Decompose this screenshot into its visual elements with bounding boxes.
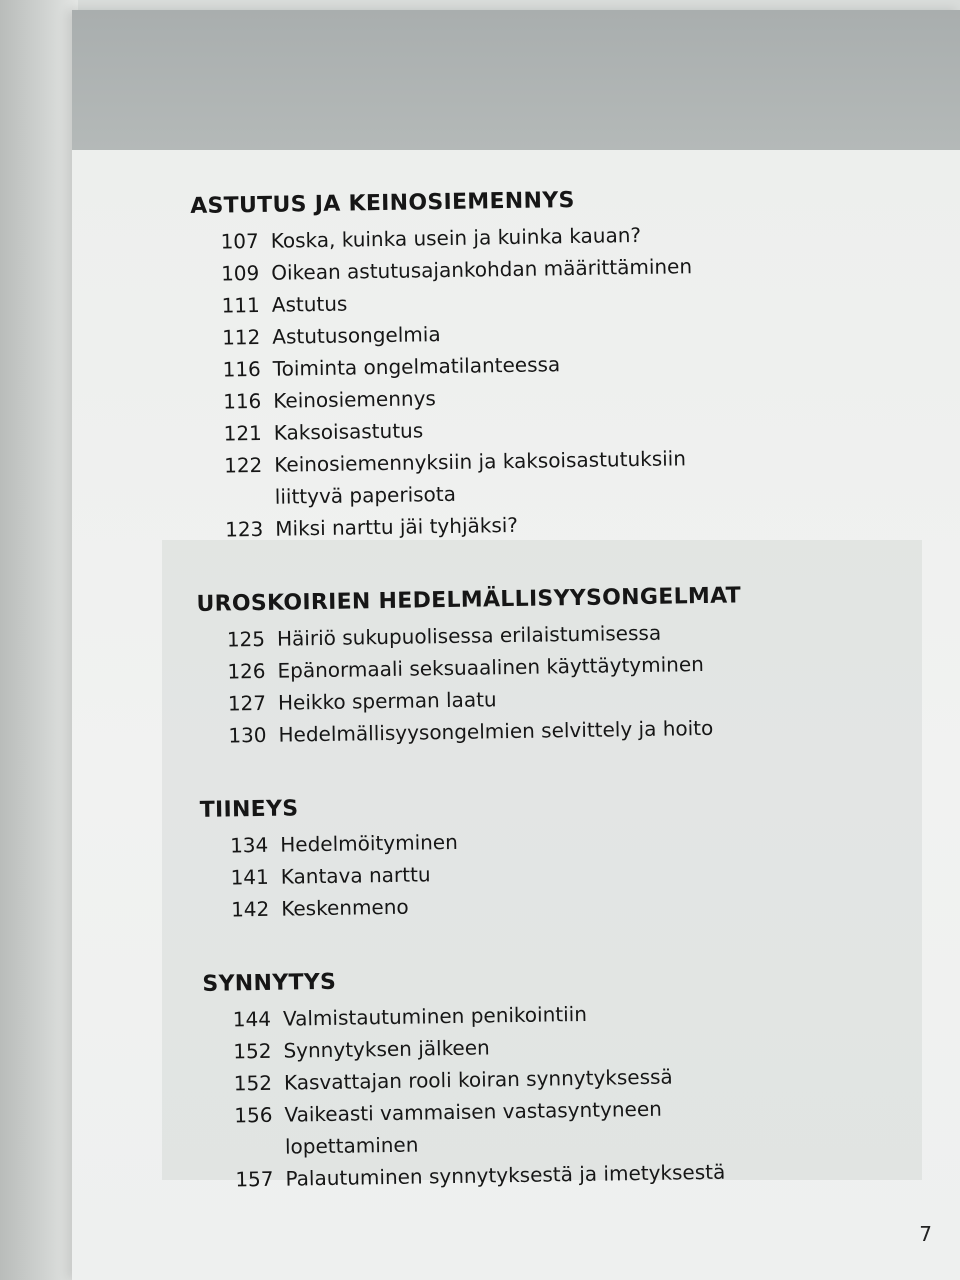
section-title: SYNNYTYS [202, 969, 337, 997]
entry-title: Palautuminen synnytyksestä ja imetyksestä [285, 1159, 726, 1191]
entry-page-number: 127 [227, 690, 267, 716]
entry-page-number: 126 [227, 658, 266, 684]
entry-page-number: 107 [220, 228, 259, 254]
toc-section [202, 959, 905, 1196]
entry-title: Heikko sperman laatu [277, 687, 497, 715]
facing-page-edge [0, 0, 78, 1280]
section-title: ASTUTUS JA KEINOSIEMENNYS [190, 187, 575, 219]
entry-title: Hedelmällisyysongelmien selvittely ja hoito [278, 715, 714, 747]
entry-title: Oikean astutusajankohdan määrittäminen [271, 254, 693, 285]
entry-title: Keinosiemennys [273, 386, 437, 413]
entry-page-number: 116 [222, 388, 262, 414]
entry-page-number: 152 [233, 1070, 273, 1096]
entry-page-number: 144 [232, 1006, 272, 1032]
entry-title: Astutusongelmia [272, 322, 441, 349]
entry-title: Valmistautuminen penikointiin [282, 1001, 588, 1031]
entry-title: Häiriö sukupuolisessa erilaistumisessa [276, 620, 662, 651]
header-band [72, 10, 960, 150]
entry-title: Astutus [271, 291, 348, 317]
entry-page-number: 122 [223, 452, 263, 478]
entry-page-number: 109 [220, 260, 260, 286]
table-of-contents [190, 181, 906, 1240]
entry-title: Kasvattajan rooli koiran synnytyksessä [283, 1064, 673, 1095]
entry-page-number: 152 [233, 1038, 272, 1064]
entry-page-number: 156 [234, 1102, 273, 1128]
toc-entry [194, 439, 895, 514]
toc-entry [204, 1089, 905, 1164]
entry-title: Miksi narttu jäi tyhjäksi? [275, 512, 519, 541]
toc-section [196, 579, 898, 752]
entry-page-number: 157 [235, 1166, 274, 1192]
entry-page-number: 123 [224, 516, 264, 542]
entry-title: Epänormaali seksuaalinen käyttäytyminen [277, 651, 705, 683]
toc-section [199, 785, 901, 926]
entry-page-number: 134 [229, 832, 269, 858]
entry-page-number: 141 [230, 864, 269, 890]
toc-section [190, 181, 895, 546]
book-page [72, 10, 960, 1280]
entry-page-number: 112 [221, 324, 261, 350]
entry-title: Kantava narttu [280, 862, 431, 889]
entry-title: Keskenmeno [281, 894, 409, 921]
page-number: 7 [919, 1222, 932, 1246]
entry-page-number: 116 [222, 356, 261, 382]
entry-title: Toiminta ongelmatilanteessa [272, 352, 561, 381]
entry-page-number: 121 [223, 420, 262, 446]
entry-title: Synnytyksen jälkeen [283, 1035, 490, 1063]
entry-title: Kaksoisastutus [273, 418, 424, 445]
entry-page-number: 130 [228, 722, 267, 748]
entry-page-number: 111 [221, 292, 260, 318]
entry-title: Vaikeasti vammaisen vastasyntyneen lopettaminen [284, 1096, 663, 1159]
entry-page-number: 142 [230, 896, 270, 922]
entry-title: Keinosiemennyksiin ja kaksoisastutuksiin liittyvä paperisota [274, 446, 687, 509]
entry-title: Koska, kuinka usein ja kuinka kauan? [270, 222, 642, 253]
section-title: TIINEYS [199, 796, 299, 823]
entry-page-number: 125 [226, 626, 266, 652]
entry-title: Hedelmöityminen [280, 829, 458, 857]
section-title: UROSKOIRIEN HEDELMÄLLISYYSONGELMAT [196, 583, 742, 617]
